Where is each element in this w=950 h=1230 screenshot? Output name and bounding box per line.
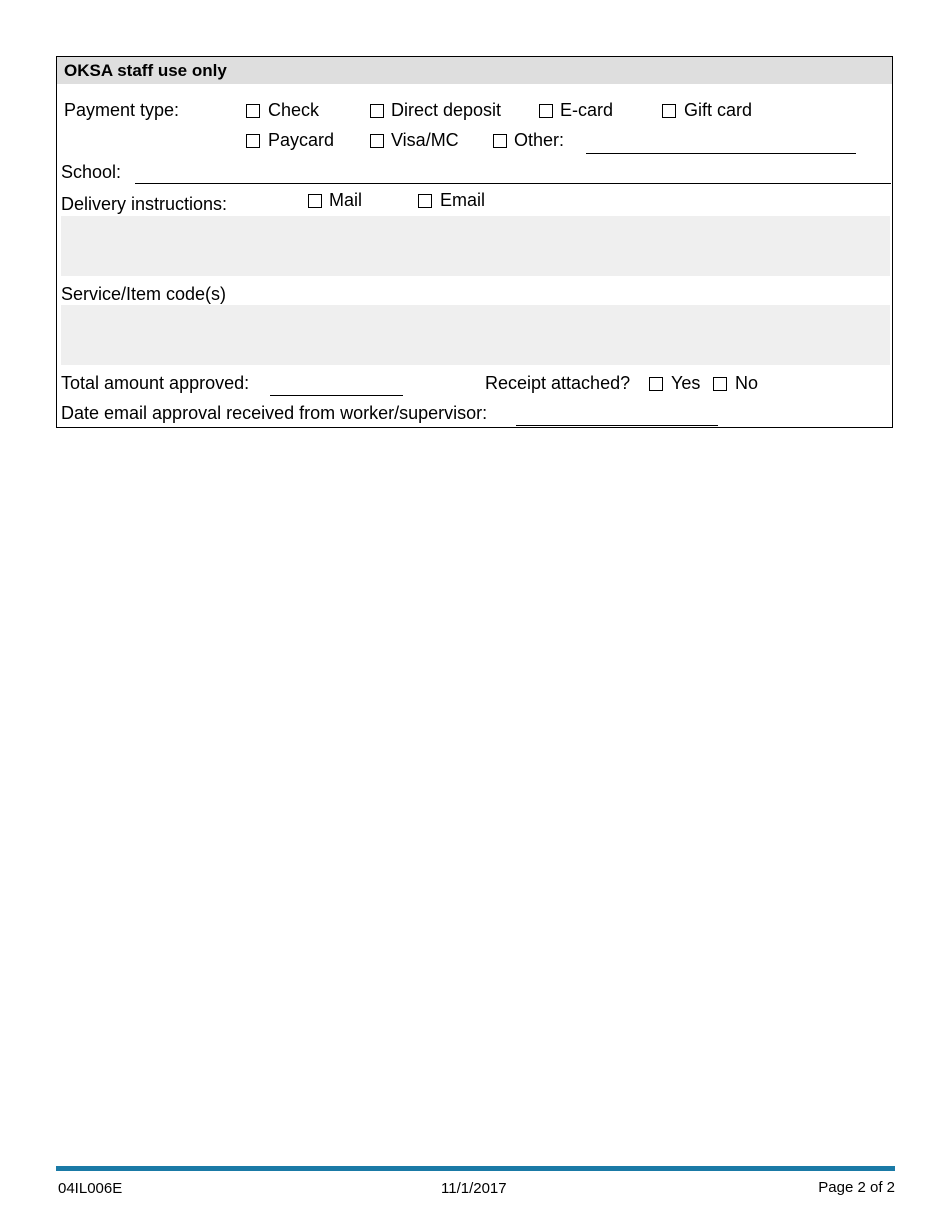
approval-date-label: Date email approval received from worker/supervisor: <box>61 403 488 423</box>
e-card-option-label: E-card <box>560 100 614 120</box>
other-checkbox[interactable] <box>493 134 507 148</box>
receipt-yes-label: Yes <box>671 373 701 393</box>
school-input-line[interactable] <box>135 183 891 184</box>
receipt-attached-label: Receipt attached? <box>485 373 631 393</box>
direct-deposit-checkbox[interactable] <box>370 104 384 118</box>
email-checkbox[interactable] <box>418 194 432 208</box>
total-amount-input-line[interactable] <box>270 395 403 396</box>
form-date: 11/1/2017 <box>441 1180 507 1197</box>
gift-card-checkbox[interactable] <box>662 104 676 118</box>
email-option-label: Email <box>440 190 486 210</box>
visa-mc-checkbox[interactable] <box>370 134 384 148</box>
delivery-instructions-field[interactable] <box>61 216 890 276</box>
delivery-instructions-label: Delivery instructions: <box>61 194 228 214</box>
service-item-code-field[interactable] <box>61 305 890 365</box>
other-input-line[interactable] <box>586 153 856 154</box>
footer-divider <box>56 1166 895 1171</box>
form-id: 04IL006E <box>58 1180 123 1197</box>
check-checkbox[interactable] <box>246 104 260 118</box>
school-label: School: <box>61 162 122 182</box>
receipt-no-label: No <box>735 373 759 393</box>
mail-option-label: Mail <box>329 190 363 210</box>
check-option-label: Check <box>268 100 320 120</box>
page-number: Page 2 of 2 <box>818 1179 895 1196</box>
receipt-no-checkbox[interactable] <box>713 377 727 391</box>
receipt-yes-checkbox[interactable] <box>649 377 663 391</box>
gift-card-option-label: Gift card <box>684 100 753 120</box>
paycard-checkbox[interactable] <box>246 134 260 148</box>
total-amount-label: Total amount approved: <box>61 373 250 393</box>
service-item-code-label: Service/Item code(s) <box>61 284 227 304</box>
paycard-option-label: Paycard <box>268 130 335 150</box>
section-title: OKSA staff use only <box>57 57 892 84</box>
payment-type-label: Payment type: <box>64 100 180 120</box>
e-card-checkbox[interactable] <box>539 104 553 118</box>
approval-date-input-line[interactable] <box>516 425 718 426</box>
visa-mc-option-label: Visa/MC <box>391 130 459 150</box>
mail-checkbox[interactable] <box>308 194 322 208</box>
other-option-label: Other: <box>514 130 565 150</box>
direct-deposit-option-label: Direct deposit <box>391 100 502 120</box>
staff-use-section <box>56 56 893 428</box>
